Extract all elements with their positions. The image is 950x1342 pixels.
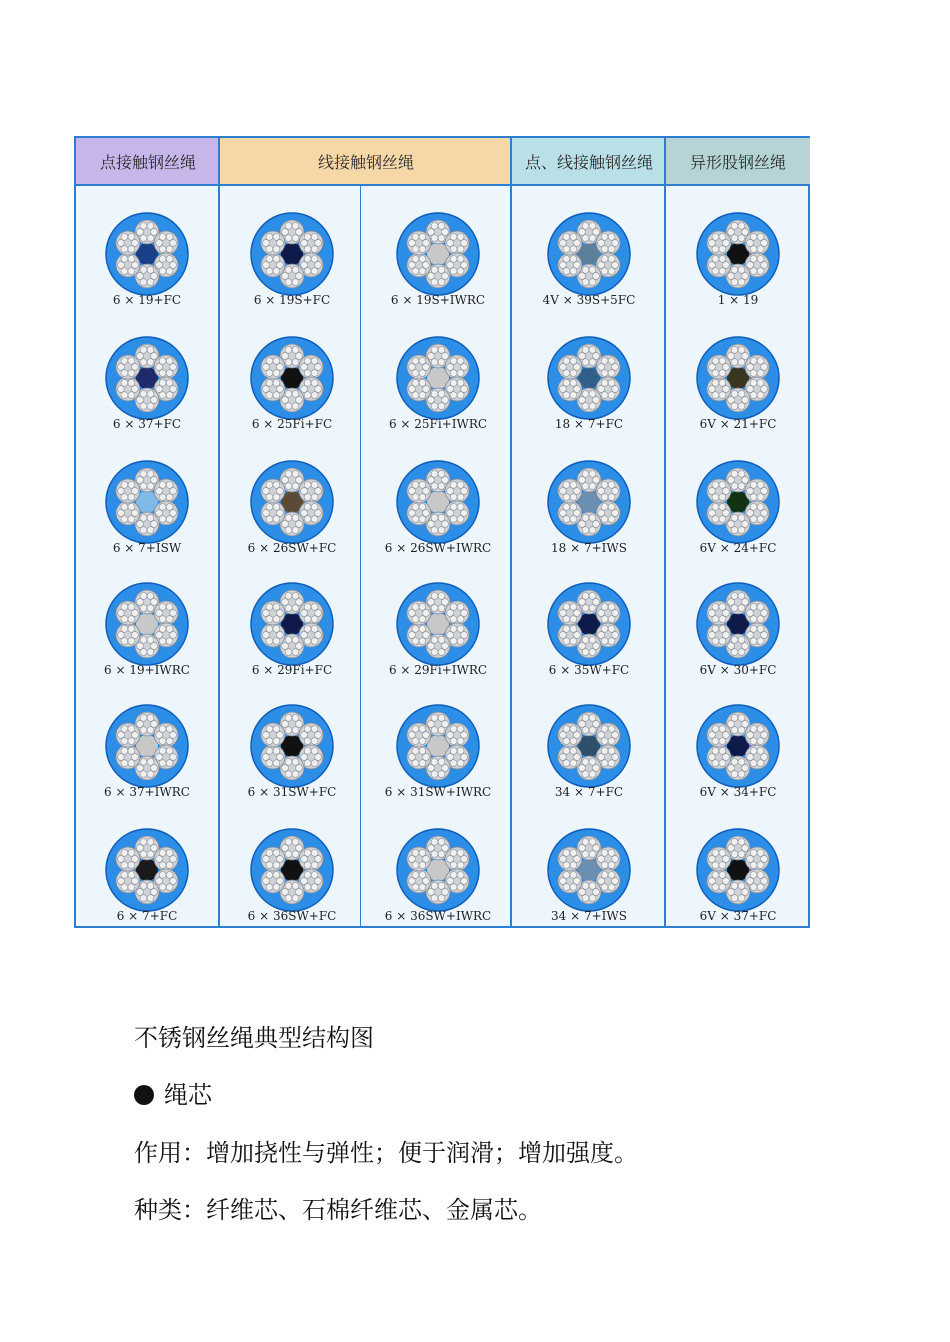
rope-cell bbox=[517, 690, 661, 813]
rope-cell bbox=[666, 690, 810, 813]
rope-cross-section-icon bbox=[105, 582, 189, 666]
rope-structure-label: 6V × 21+FC bbox=[699, 417, 777, 431]
rope-cross-section-icon bbox=[396, 212, 480, 296]
header-point-contact: 点接触钢丝绳 bbox=[76, 138, 220, 186]
rope-cross-section-icon bbox=[547, 704, 631, 788]
rope-cell bbox=[220, 322, 364, 445]
rope-structure-label: 6 × 25Fi+FC bbox=[251, 417, 333, 431]
rope-cell bbox=[366, 198, 510, 321]
header-point-line-contact: 点、线接触钢丝绳 bbox=[512, 138, 666, 186]
rope-structure-label: 6V × 24+FC bbox=[699, 541, 777, 555]
rope-cross-section-icon bbox=[696, 704, 780, 788]
rope-cell bbox=[75, 690, 219, 813]
section-title: 绳芯 bbox=[164, 1081, 212, 1109]
rope-cell bbox=[366, 568, 510, 691]
rope-cell bbox=[220, 568, 364, 691]
rope-cross-section-icon bbox=[547, 336, 631, 420]
rope-cross-section-icon bbox=[250, 212, 334, 296]
rope-structure-label: 6 × 19S+IWRC bbox=[390, 293, 486, 307]
rope-cross-section-icon bbox=[105, 704, 189, 788]
rope-cell bbox=[366, 814, 510, 937]
rope-cross-section-icon bbox=[547, 212, 631, 296]
rope-cross-section-icon bbox=[396, 828, 480, 912]
rope-cell bbox=[220, 690, 364, 813]
rope-cell bbox=[75, 568, 219, 691]
column-divider bbox=[510, 138, 512, 926]
rope-cell bbox=[75, 446, 219, 569]
rope-cross-section-icon bbox=[250, 336, 334, 420]
rope-cell bbox=[517, 814, 661, 937]
rope-structure-label: 6 × 37+FC bbox=[112, 417, 182, 431]
rope-structure-label: 1 × 19 bbox=[717, 293, 759, 307]
types-line: 种类：纤维芯、石棉纤维芯、金属芯。 bbox=[134, 1196, 542, 1224]
rope-cross-section-icon bbox=[396, 460, 480, 544]
rope-cell bbox=[75, 198, 219, 321]
rope-cell bbox=[75, 814, 219, 937]
rope-structure-label: 18 × 7+FC bbox=[554, 417, 624, 431]
rope-cell bbox=[220, 198, 364, 321]
bullet-icon bbox=[134, 1085, 154, 1105]
rope-structure-label: 6V × 30+FC bbox=[699, 663, 777, 677]
rope-cross-section-icon bbox=[547, 460, 631, 544]
rope-structure-label: 18 × 7+IWS bbox=[551, 541, 627, 555]
header-line-contact: 线接触钢丝绳 bbox=[220, 138, 512, 186]
rope-cell bbox=[517, 322, 661, 445]
rope-structure-label: 6 × 29Fi+IWRC bbox=[388, 663, 488, 677]
rope-cell bbox=[666, 814, 810, 937]
rope-structure-label: 6 × 19S+FC bbox=[253, 293, 331, 307]
rope-cross-section-icon bbox=[105, 336, 189, 420]
rope-cross-section-icon bbox=[547, 828, 631, 912]
rope-cell bbox=[666, 198, 810, 321]
rope-structure-label: 4V × 39S+5FC bbox=[542, 293, 636, 307]
rope-cross-section-icon bbox=[105, 212, 189, 296]
rope-cross-section-icon bbox=[696, 336, 780, 420]
rope-cross-section-icon bbox=[105, 460, 189, 544]
rope-cross-section-icon bbox=[396, 336, 480, 420]
rope-structure-label: 6 × 35W+FC bbox=[548, 663, 630, 677]
rope-cross-section-icon bbox=[396, 582, 480, 666]
rope-structure-label: 6 × 19+FC bbox=[112, 293, 182, 307]
figure-caption: 不锈钢丝绳典型结构图 bbox=[134, 1024, 374, 1052]
rope-structure-label: 6 × 31SW+FC bbox=[247, 785, 337, 799]
section-heading bbox=[134, 1075, 212, 1110]
rope-structure-label: 6 × 37+IWRC bbox=[104, 785, 190, 799]
rope-structure-label: 6 × 7+ISW bbox=[112, 541, 182, 555]
rope-cross-section-icon bbox=[250, 582, 334, 666]
rope-structure-label: 6 × 19+IWRC bbox=[104, 663, 190, 677]
rope-cross-section-icon bbox=[696, 212, 780, 296]
rope-cell bbox=[666, 322, 810, 445]
rope-cell bbox=[220, 814, 364, 937]
rope-cross-section-icon bbox=[250, 828, 334, 912]
rope-cross-section-icon bbox=[696, 460, 780, 544]
rope-structure-label: 6 × 25Fi+IWRC bbox=[388, 417, 488, 431]
rope-structure-label: 6 × 26SW+IWRC bbox=[384, 541, 492, 555]
rope-cell bbox=[517, 446, 661, 569]
rope-structure-label: 6 × 36SW+IWRC bbox=[384, 909, 492, 923]
rope-cell bbox=[366, 322, 510, 445]
rope-cell bbox=[366, 446, 510, 569]
rope-cell bbox=[517, 568, 661, 691]
rope-cell bbox=[517, 198, 661, 321]
rope-structure-label: 6V × 34+FC bbox=[699, 785, 777, 799]
rope-structure-label: 6 × 31SW+IWRC bbox=[384, 785, 492, 799]
function-line: 作用：增加挠性与弹性；便于润滑；增加强度。 bbox=[134, 1139, 638, 1167]
rope-cell bbox=[366, 690, 510, 813]
header-shaped-strand: 异形股钢丝绳 bbox=[666, 138, 810, 186]
rope-cross-section-icon bbox=[547, 582, 631, 666]
rope-structure-label: 34 × 7+FC bbox=[554, 785, 624, 799]
rope-cross-section-icon bbox=[250, 460, 334, 544]
rope-cell bbox=[220, 446, 364, 569]
rope-cell bbox=[666, 446, 810, 569]
rope-cell bbox=[666, 568, 810, 691]
rope-cross-section-icon bbox=[250, 704, 334, 788]
rope-structure-label: 6 × 7+FC bbox=[116, 909, 178, 923]
rope-structure-label: 6 × 36SW+FC bbox=[247, 909, 337, 923]
rope-cross-section-icon bbox=[696, 582, 780, 666]
rope-structure-label: 34 × 7+IWS bbox=[551, 909, 627, 923]
rope-cell bbox=[75, 322, 219, 445]
rope-structure-label: 6 × 29Fi+FC bbox=[251, 663, 333, 677]
rope-cross-section-icon bbox=[396, 704, 480, 788]
rope-structure-label: 6V × 37+FC bbox=[699, 909, 777, 923]
rope-cross-section-icon bbox=[105, 828, 189, 912]
rope-cross-section-icon bbox=[696, 828, 780, 912]
rope-structure-figure bbox=[74, 136, 810, 928]
rope-structure-label: 6 × 26SW+FC bbox=[247, 541, 337, 555]
